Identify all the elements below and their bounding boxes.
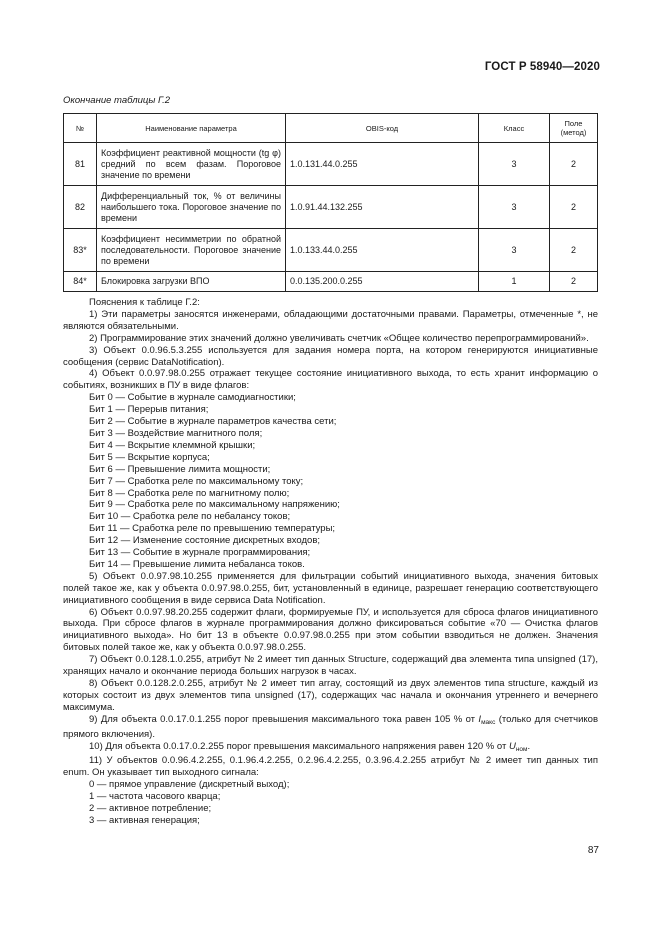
table-row <box>64 186 598 229</box>
document-id: ГОСТ Р 58940—2020 <box>484 61 600 73</box>
page-number: 87 <box>587 845 599 856</box>
row-number: 84* <box>64 272 97 292</box>
table-header-row <box>64 114 598 143</box>
note-4: 4) Объект 0.0.97.98.0.255 отражает текущее состояние инициативного выхода, то есть хранит информацию о событиях, возникших в ПУ в виде флагов: <box>63 368 598 392</box>
bit-item: Бит 7 — Сработка реле по максимальному току; <box>89 475 304 487</box>
note-9 <box>63 714 598 741</box>
note-8: 8) Объект 0.0.128.2.0.255, атрибут № 2 имеет тип array, состоящий из двух элементов типа structure, каждый из которых состоит из двух элементов типа unsigned (17), содержащих час начала и окончания утреннего и вечернего максимума. <box>63 678 598 713</box>
note-3: 3) Объект 0.0.96.5.3.255 используется для задания номера порта, на котором генерируются инициативные сообщения (сервис DataNotification). <box>63 344 598 368</box>
row-obis-code: 1.0.131.44.0.255 <box>286 143 479 186</box>
row-class: 3 <box>479 143 550 186</box>
bit-item: Бит 9 — Сработка реле по максимальному напряжению; <box>89 499 340 511</box>
row-class: 3 <box>479 229 550 272</box>
row-parameter-name: Блокировка загрузки ВПО <box>97 272 286 292</box>
row-obis-code: 0.0.135.200.0.255 <box>286 272 479 292</box>
bit-item: Бит 13 — Событие в журнале программирования; <box>89 547 311 559</box>
row-parameter-name: Дифференциальный ток, % от величины наибольшего тока. Пороговое значение по времени <box>97 186 286 229</box>
bit-item: Бит 4 — Вскрытие клеммной крышки; <box>89 439 256 451</box>
bit-item: Бит 10 — Сработка реле по небалансу токов; <box>89 511 291 523</box>
note-6: 6) Объект 0.0.97.98.20.255 содержит флаги, формируемые ПУ, и используется для сброса флагов инициативного выхода. При сбросе флагов в журнале программирования должно фиксироваться событие «70 — Очистка флагов инициативного выхода». Но бит 13 в объекте 0.0.97.98.0.255 при этом событии взводиться не должен. Значения битовых полей такое же, как у объекта 0.0.97.98.0.255. <box>63 606 598 654</box>
bit-item: Бит 14 — Превышение лимита небаланса токов. <box>89 558 305 570</box>
notes-section <box>63 297 598 827</box>
bit-item: Бит 3 — Воздействие магнитного поля; <box>89 427 263 439</box>
output-type-item: 2 — активное потребление; <box>89 803 212 815</box>
row-obis-code: 1.0.91.44.132.255 <box>286 186 479 229</box>
current-subscript: макс <box>481 718 496 726</box>
bit-item: Бит 1 — Перерыв питания; <box>89 404 209 416</box>
header-number: № <box>64 114 97 143</box>
note-9-tail: (только для счетчиков прямого включения). <box>63 713 598 740</box>
output-type-item: 1 — частота часового кварца; <box>89 791 221 803</box>
current-symbol: I <box>478 713 482 725</box>
table-row <box>64 143 598 186</box>
header-parameter-name: Наименование параметра <box>97 114 286 143</box>
note-2: 2) Программирование этих значений должно увеличивать счетчик «Общее количество перепрограммирований». <box>89 332 589 344</box>
bit-item: Бит 8 — Сработка реле по магнитному полю; <box>89 487 290 499</box>
row-field: 2 <box>550 143 598 186</box>
parameters-table <box>63 113 598 292</box>
row-class: 3 <box>479 186 550 229</box>
bit-item: Бит 2 — Событие в журнале параметров качества сети; <box>89 416 337 428</box>
bit-item: Бит 0 — Событие в журнале самодиагностики; <box>89 392 296 404</box>
table-caption: Окончание таблицы Г.2 <box>63 95 171 106</box>
note-10-text: 10) Для объекта 0.0.17.0.2.255 порог превышения максимального напряжения равен 120 % от <box>89 740 509 752</box>
row-field: 2 <box>550 186 598 229</box>
row-field: 2 <box>550 229 598 272</box>
row-class: 1 <box>479 272 550 292</box>
header-class: Класс <box>479 114 550 143</box>
voltage-subscript: ном <box>515 745 528 753</box>
row-number: 82 <box>64 186 97 229</box>
table-row <box>64 229 598 272</box>
note-5: 5) Объект 0.0.97.98.10.255 применяется для фильтрации событий инициативного выхода, значения битовых полей такое же, как у объекта 0.0.97.98.0.255, бит, установленный в единице, разрешает генерацию соответствующего инициативного сообщения в виде сервиса Data Notification. <box>63 570 598 606</box>
table-row <box>64 272 598 292</box>
row-number: 81 <box>64 143 97 186</box>
bit-item: Бит 6 — Превышение лимита мощности; <box>89 463 271 475</box>
voltage-symbol: U <box>508 740 516 752</box>
bit-item: Бит 5 — Вскрытие корпуса; <box>89 451 210 463</box>
row-parameter-name: Коэффициент реактивной мощности (tg φ) средний по всем фазам. Пороговое значение по времени <box>97 143 286 186</box>
header-field-method: Поле (метод) <box>550 114 598 143</box>
note-10 <box>63 741 598 756</box>
header-obis-code: OBIS-код <box>286 114 479 143</box>
notes-title: Пояснения к таблице Г.2: <box>89 297 200 308</box>
output-type-item: 3 — активная генерация; <box>89 814 200 826</box>
row-field: 2 <box>550 272 598 292</box>
note-1: 1) Эти параметры заносятся инженерами, обладающими достаточными правами. Параметры, отмеченные *, не являются обязательными. <box>63 308 598 332</box>
note-11: 11) У объектов 0.0.96.4.2.255, 0.1.96.4.2.255, 0.2.96.4.2.255, 0.3.96.4.2.255 атрибут № 2 имеет тип данных тип enum. Он указывает тип выходного сигнала: <box>63 755 598 779</box>
row-obis-code: 1.0.133.44.0.255 <box>286 229 479 272</box>
row-number: 83* <box>64 229 97 272</box>
row-parameter-name: Коэффициент несимметрии по обратной последовательности. Пороговое значение по времени <box>97 229 286 272</box>
bit-item: Бит 12 — Изменение состояние дискретных входов; <box>89 535 321 547</box>
note-10-tail: . <box>527 740 531 752</box>
note-9-text: 9) Для объекта 0.0.17.0.1.255 порог превышения максимального тока равен 105 % от <box>89 713 479 725</box>
bit-item: Бит 11 — Сработка реле по превышению температуры; <box>89 523 336 535</box>
output-type-item: 0 — прямое управление (дискретный выход); <box>89 779 290 791</box>
note-7: 7) Объект 0.0.128.1.0.255, атрибут № 2 имеет тип данных Structure, содержащий два элемента типа unsigned (17), хранящих начало и окончание периода больших нагрузок в часах. <box>63 654 598 678</box>
